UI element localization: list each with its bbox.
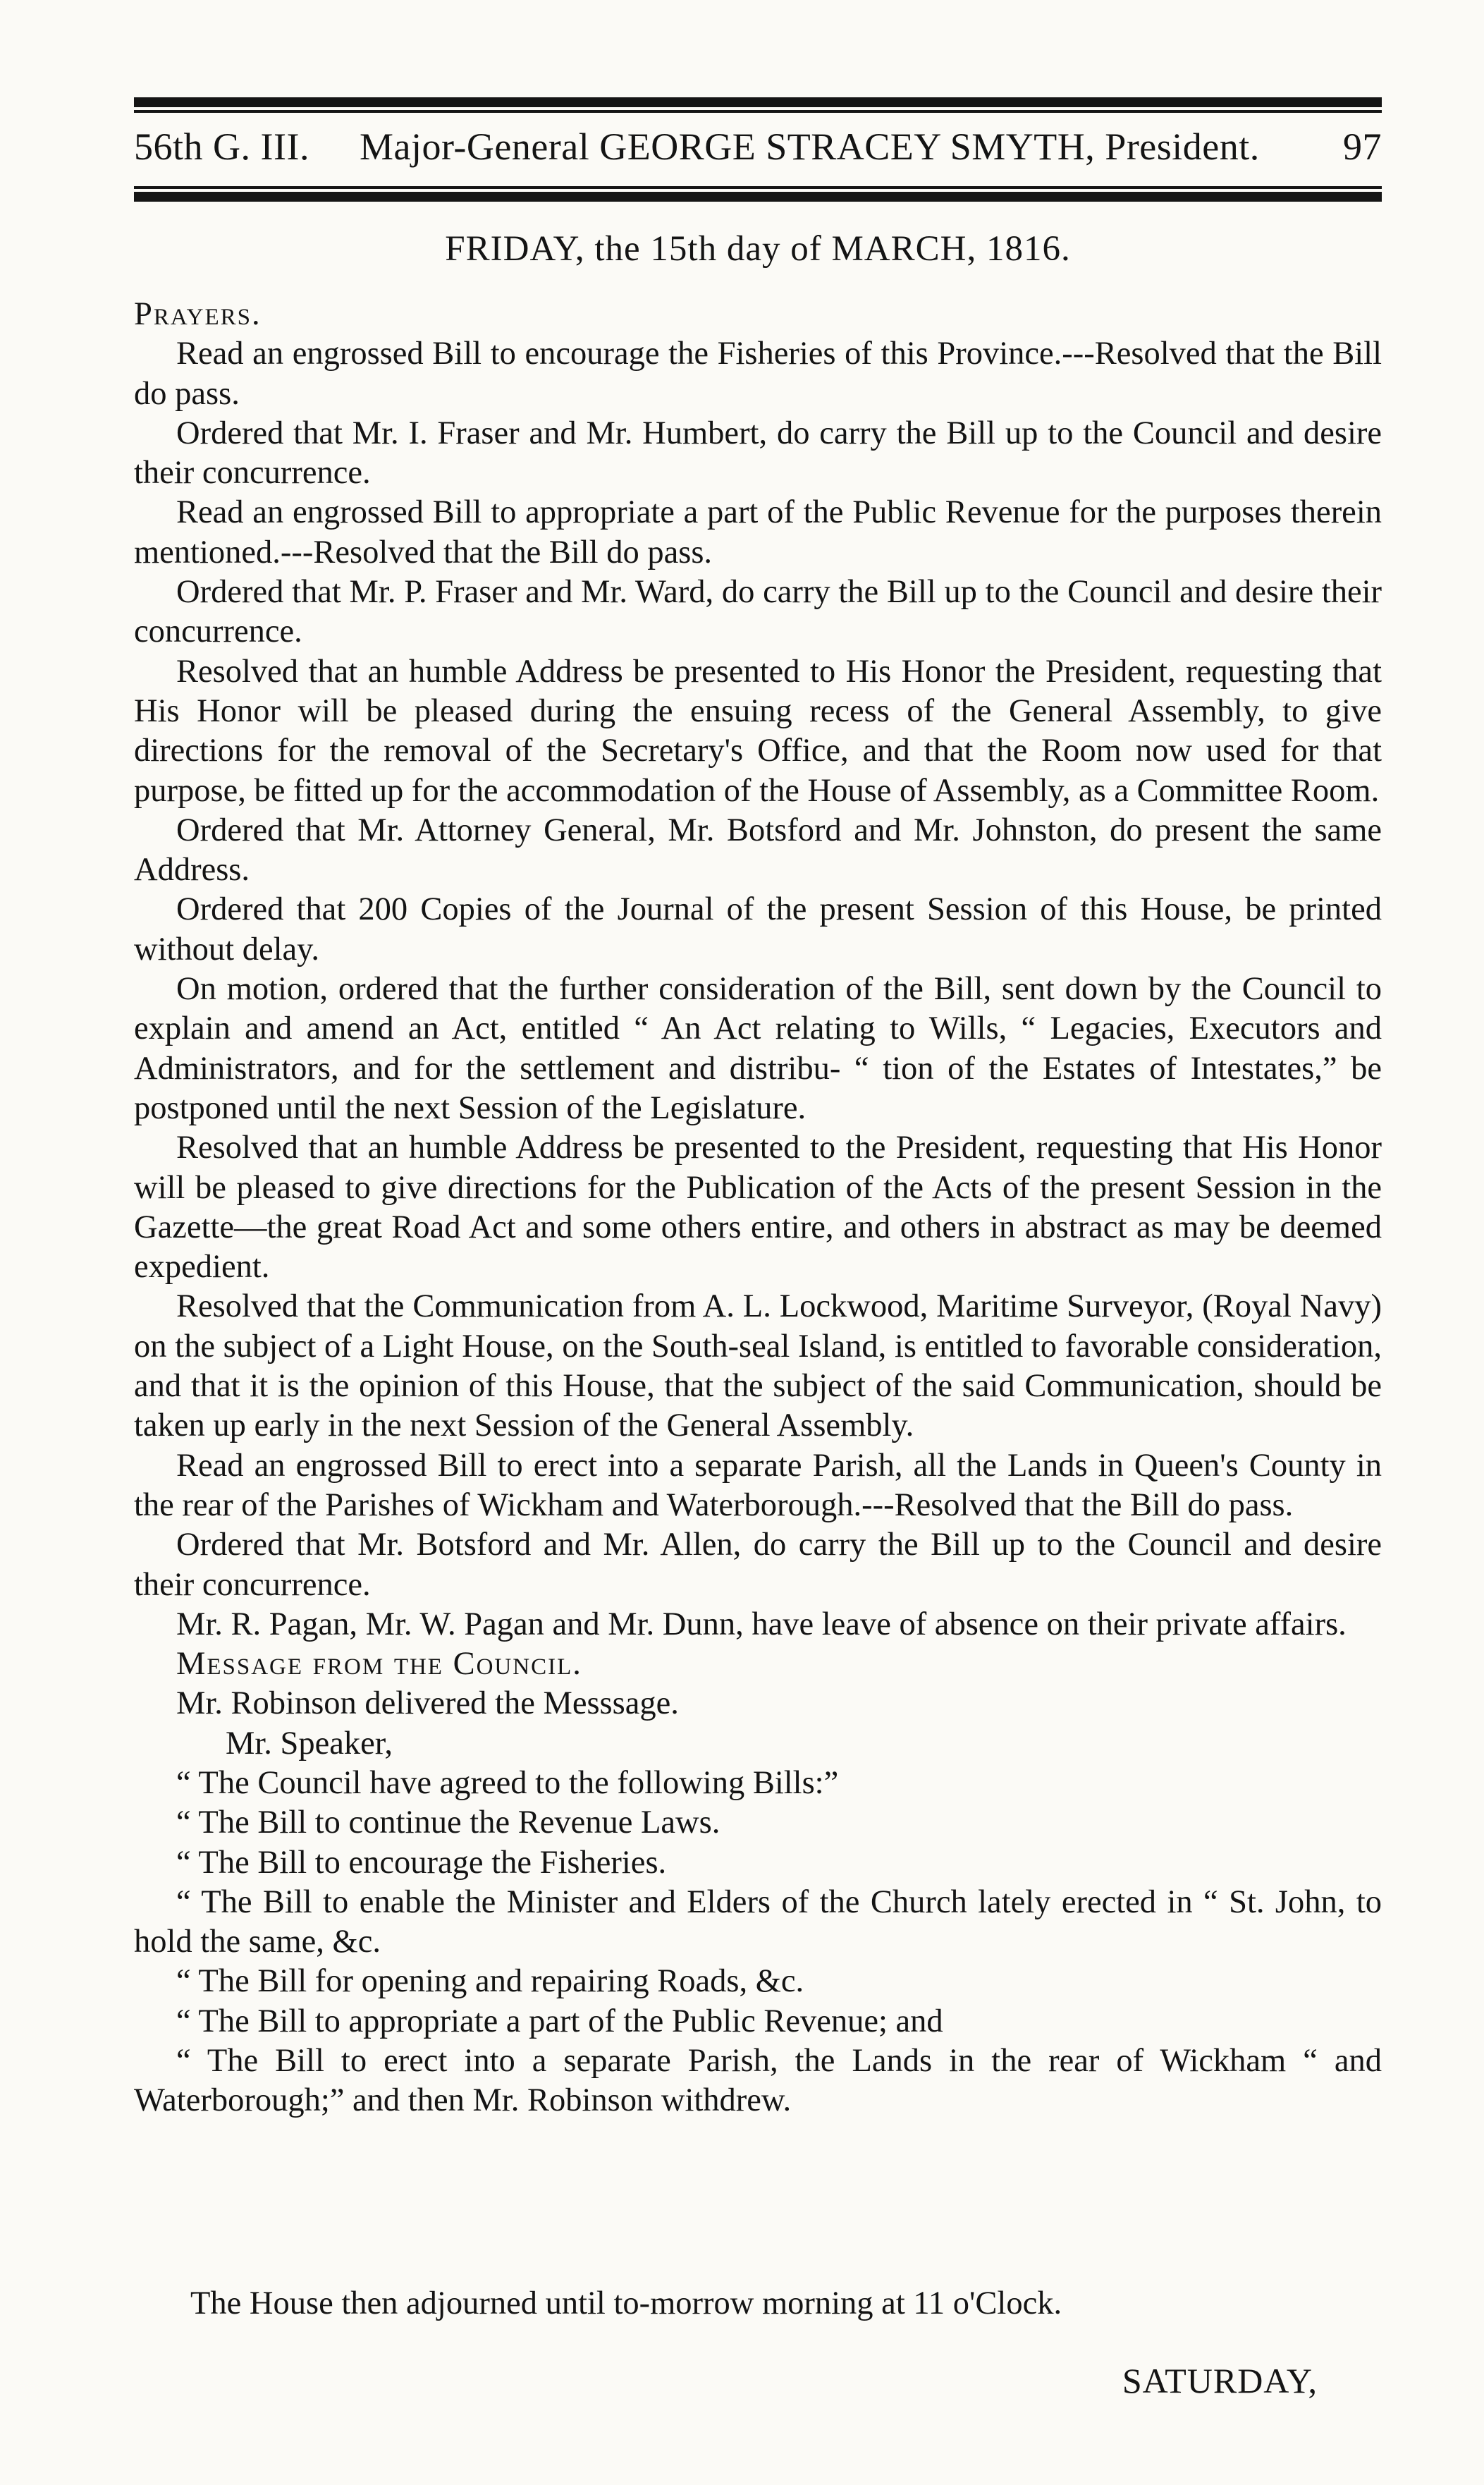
quoted-line: “ The Bill to encourage the Fisheries. [176, 1844, 667, 1881]
proceedings [134, 295, 1382, 2121]
paragraph: Resolved that the Communication from A. L. Lockwood, Maritime Surveyor, (Royal Navy) on the subject of a Light House, on the South-seal Island, is entitled to favorable consideration, and that it is the opinion of this House, that the subject of the said Communication, should be taken up early in the next Session of the General Assembly. [134, 1288, 1382, 1444]
quoted-line: “ The Bill to erect into a separate Parish, the Lands in the rear of Wickham “ and Waterborough;” and then Mr. Robinson withdrew. [134, 2043, 1382, 2119]
catchword: SATURDAY, [1122, 2361, 1318, 2400]
paragraph: Resolved that an humble Address be presented to the President, requesting that His Honor will be pleased to give directions for the Publication of the Acts of the present Session in the Gazette—the great Road Act and some others entire, and others in abstract as may be deemed expedient. [134, 1130, 1382, 1286]
paragraph: On motion, ordered that the further consideration of the Bill, sent down by the Council to explain and amend an Act, entitled “ An Act relating to Wills, “ Legacies, Executors and Administrators, and for the settlement and distribu- “ tion of the Estates of Intestates,” be postponed until the next Session of the Legislature. [134, 971, 1382, 1126]
paragraph: Ordered that Mr. I. Fraser and Mr. Humbert, do carry the Bill up to the Council and desire their concurrence. [134, 415, 1382, 491]
quoted-line: “ The Council have agreed to the following Bills:” [176, 1764, 839, 1801]
paragraph: Ordered that Mr. Attorney General, Mr. Botsford and Mr. Johnston, do present the same Address. [134, 812, 1382, 889]
quoted-line: “ The Bill to continue the Revenue Laws. [176, 1805, 720, 1841]
header-rule-thick [134, 192, 1382, 202]
paragraph: Read an engrossed Bill to appropriate a part of the Public Revenue for the purposes therein mentioned.---Resolved that the Bill do pass. [134, 494, 1382, 570]
prayers-heading: Prayers. [134, 296, 262, 332]
paragraph: Mr. Robinson delivered the Messsage. [176, 1685, 679, 1722]
quoted-line: “ The Bill for opening and repairing Roads, &c. [176, 1963, 804, 2000]
paragraph: Ordered that Mr. P. Fraser and Mr. Ward, do carry the Bill up to the Council and desire their concurrence. [134, 574, 1382, 650]
adjournment-line: The House then adjourned until to-morrow morning at 11 o'Clock. [190, 2285, 1062, 2321]
salutation: Mr. Speaker, [226, 1725, 393, 1762]
paragraph: Mr. R. Pagan, Mr. W. Pagan and Mr. Dunn, have leave of absence on their private affairs. [176, 1606, 1347, 1642]
regnal-year: 56th G. III. [134, 126, 309, 168]
running-title: Major-General GEORGE STRACEY SMYTH, President. [360, 126, 1260, 168]
paragraph: Read an engrossed Bill to erect into a separate Parish, all the Lands in Queen's County in the rear of the Parishes of Wickham and Waterborough.---Resolved that the Bill do pass. [134, 1447, 1382, 1523]
quoted-line: “ The Bill to enable the Minister and Elders of the Church lately erected in “ St. John, to hold the same, &c. [134, 1883, 1382, 1960]
running-head [134, 118, 1382, 175]
top-rule-thin [134, 110, 1382, 113]
quoted-line: “ The Bill to appropriate a part of the Public Revenue; and [176, 2003, 943, 2039]
date-heading: FRIDAY, the 15th day of MARCH, 1816. [445, 229, 1071, 269]
top-rule-thick [134, 97, 1382, 107]
paragraph: Read an engrossed Bill to encourage the Fisheries of this Province.---Resolved that the Bill do pass. [134, 336, 1382, 412]
paragraph: Ordered that Mr. Botsford and Mr. Allen, do carry the Bill up to the Council and desire their concurrence. [134, 1527, 1382, 1603]
message-heading: Message from the Council. [176, 1646, 582, 1683]
paragraph: Ordered that 200 Copies of the Journal of the present Session of this House, be printed without delay. [134, 891, 1382, 967]
page-number: 97 [1343, 126, 1382, 168]
header-rule-thin [134, 186, 1382, 189]
paragraph: Resolved that an humble Address be presented to His Honor the President, requesting that His Honor will be pleased during the ensuing recess of the General Assembly, to give directions for the removal of the Secretary's Office, and that the Room now used for that purpose, be fitted up for the accommodation of the House of Assembly, as a Committee Room. [134, 653, 1382, 809]
